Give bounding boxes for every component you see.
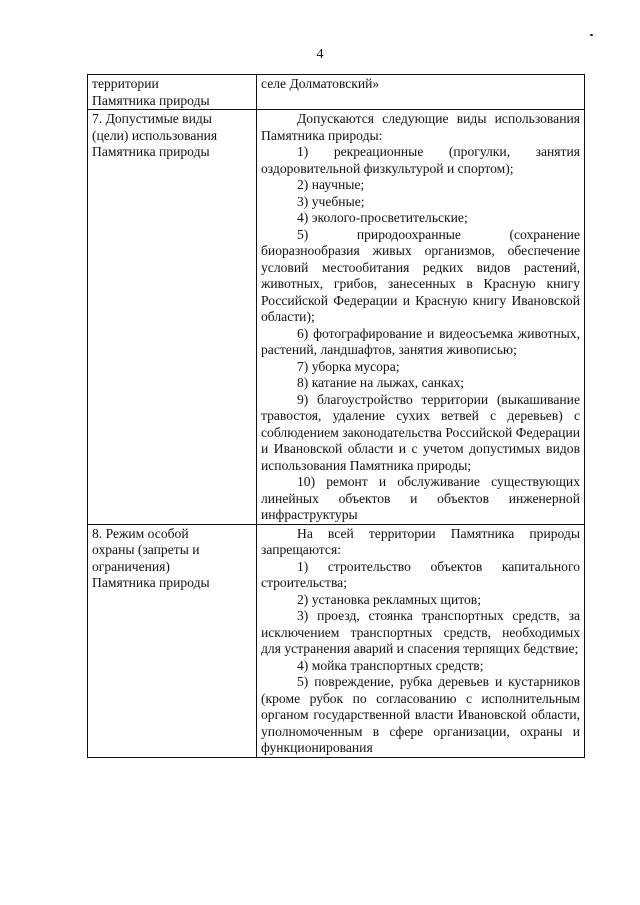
- list-item: 8) катание на лыжах, санках;: [297, 375, 465, 390]
- row-label-line: ограничения): [92, 558, 170, 574]
- list-item: 3) проезд, стоянка транспортных средств, за исключением транспортных средств, необходимых для устранения аварий и спасения терпящих бедствие;: [261, 608, 580, 656]
- content-paragraph: На всей территории Памятника природы запрещаются:: [261, 525, 580, 557]
- row-label-cell: [88, 110, 257, 525]
- scan-mark: [590, 34, 593, 36]
- list-item: 1) строительство объектов капитального строительства;: [261, 558, 580, 590]
- row-label-line: Памятника природы: [92, 575, 210, 590]
- regime-table: [87, 74, 585, 758]
- list-item: 1) рекреационные (прогулки, занятия оздоровительной физкультурой и спортом);: [261, 144, 580, 176]
- list-item: 3) учебные;: [297, 193, 365, 209]
- list-item: 10) ремонт и обслуживание существующих линейных объектов и объектов инженерной инфраструктуры: [261, 474, 580, 522]
- list-item: 4) эколого-просветительские;: [297, 210, 468, 225]
- row-label-line: 7. Допустимые виды: [92, 111, 212, 126]
- content-paragraph: Допускаются следующие виды использования Памятника природы:: [261, 111, 580, 143]
- row-label-line: Памятника природы: [92, 92, 210, 108]
- list-item: 6) фотографирование и видеосъемка животных, растений, ландшафтов, занятия живописью;: [261, 325, 580, 357]
- row-content-cell: [257, 110, 585, 525]
- list-item: 2) научные;: [297, 177, 365, 192]
- content-paragraph: селе Долматовский»: [261, 76, 380, 91]
- row-content-cell: [257, 75, 585, 110]
- row-label-line: охраны (запреты и: [92, 542, 200, 557]
- list-item: 7) уборка мусора;: [297, 358, 400, 374]
- list-item: 5) повреждение, рубка деревьев и кустарников (кроме рубок по согласованию с исполнительным органом государственной власти Ивановской области, уполномоченным в сфере организации, охраны и функционирования: [261, 674, 580, 755]
- table-row: [88, 75, 585, 110]
- page-number: 4: [316, 47, 324, 62]
- row-label-line: (цели) использования: [92, 127, 218, 143]
- list-item: 5) природоохранные (сохранение биоразнообразия живых организмов, обеспечение условий местообитания редких видов растений, животных, грибов, занесенных в Красную книгу Российской Федерации и Красную книгу Ивановской области);: [261, 226, 580, 324]
- table-row: [88, 524, 585, 757]
- table-row: [88, 110, 585, 525]
- row-content-cell: [257, 524, 585, 757]
- row-label-line: Памятника природы: [92, 144, 210, 159]
- row-label-line: территории: [92, 76, 159, 91]
- row-label-line: 8. Режим особой: [92, 525, 189, 541]
- row-label-cell: [88, 75, 257, 110]
- row-label-cell: [88, 524, 257, 757]
- list-item: 9) благоустройство территории (выкашивание травостоя, удаление сухих ветвей с деревьев) с соблюдением законодательства Российской Федерации и Ивановской области и с учетом допустимых видов использования Памятника природы;: [261, 391, 580, 473]
- list-item: 4) мойка транспортных средств;: [297, 657, 484, 673]
- list-item: 2) установка рекламных щитов;: [297, 591, 481, 607]
